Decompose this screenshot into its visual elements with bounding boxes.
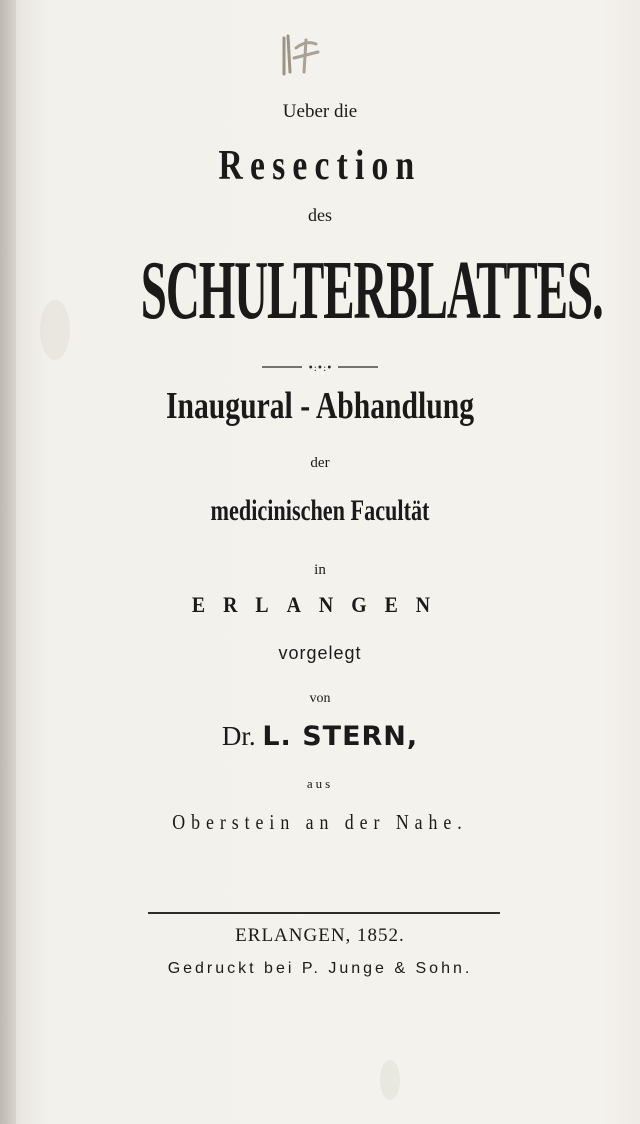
author-line	[0, 721, 640, 752]
library-stamp-mark	[266, 22, 336, 86]
paper-stain	[40, 300, 70, 360]
university-town: ERLANGEN	[191, 592, 449, 617]
author-title: Dr.	[221, 721, 256, 751]
author-name: L. STERN,	[262, 721, 419, 752]
imprint-place-year: ERLANGEN, 1852.	[235, 925, 405, 946]
from-label: aus	[306, 776, 334, 791]
author-origin: Oberstein an der Nahe.	[172, 810, 468, 834]
title-subject: Resection	[218, 143, 422, 189]
faculty-name: medicinischen Facultät	[210, 494, 430, 527]
title-article: des	[308, 205, 332, 225]
title-ornament-divider	[262, 362, 378, 372]
title-preposition: Ueber die	[282, 101, 358, 122]
imprint-rule	[148, 912, 500, 914]
paper-stain	[380, 1060, 400, 1100]
line-der: der	[310, 455, 330, 471]
line-in: in	[314, 562, 326, 578]
by-label: von	[309, 691, 331, 706]
ornament-glyphs: •:•:•	[307, 363, 333, 372]
presented-label: vorgelegt	[278, 643, 362, 663]
genre-heading: Inaugural - Abhandlung	[165, 385, 475, 427]
title-object: SCHULTERBLATTES.	[140, 244, 603, 337]
printer-line: Gedruckt bei P. Junge & Sohn.	[167, 960, 473, 977]
